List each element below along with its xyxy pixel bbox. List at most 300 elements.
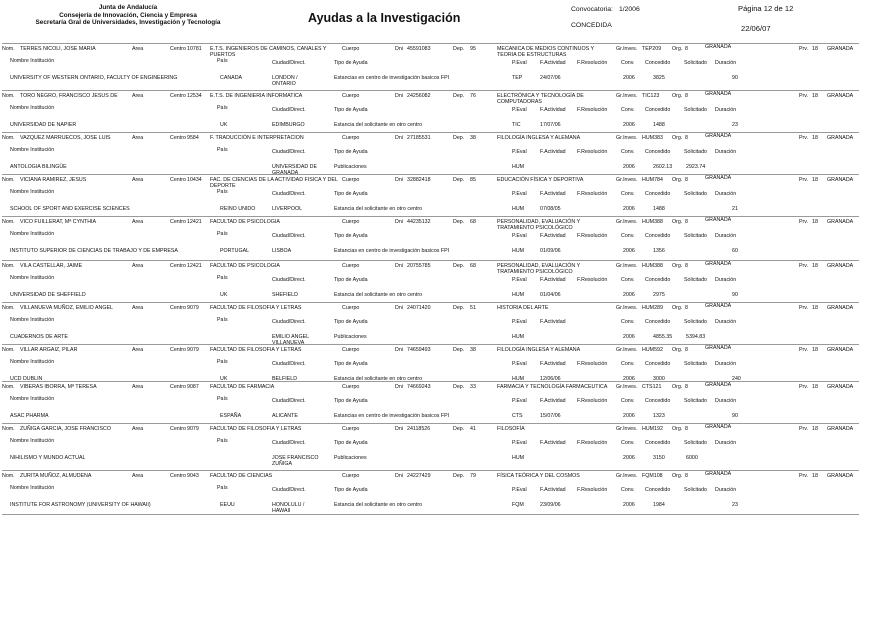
label-conv: Conv.: [621, 277, 635, 283]
label-factividad: F.Actividad: [540, 319, 566, 325]
label-grinves: Gr.Inves.: [616, 384, 638, 390]
centro-name: F. TRADUCCIÓN E INTERPRETACION: [210, 135, 304, 141]
org-value: 8: [685, 177, 688, 183]
conv-value: 2006: [623, 413, 635, 419]
label-pais: País: [217, 317, 228, 323]
centro-code: 12421: [187, 219, 202, 225]
label-dep: Dep.: [453, 426, 465, 432]
concedido-value: 1356: [653, 248, 665, 254]
label-tipo: Tipo de Ayuda: [334, 440, 368, 446]
label-dni: Dni: [395, 263, 403, 269]
conv-value: 2006: [623, 455, 635, 461]
prv-name: GRANADA: [827, 263, 854, 269]
grupo-value: CTS121: [642, 384, 662, 390]
org-line-1: Junta de Andalucía: [98, 4, 158, 11]
prov-name: GRANADA: [705, 175, 732, 181]
label-duracion: Duración: [715, 60, 737, 66]
label-cuerpo: Cuerpo: [342, 305, 360, 311]
label-peval: P.Eval: [512, 149, 527, 155]
label-nom: Nom.: [2, 263, 15, 269]
tipo-ayuda: Estancias en centro de investigación basicos FPI: [334, 413, 450, 419]
factividad-value: 01/09/06: [540, 248, 561, 254]
label-fresol: F.Resolución: [577, 361, 608, 367]
city: JOSE FRANCISCO ZUÑIGA: [272, 455, 319, 468]
dep-value: 95: [470, 46, 476, 52]
label-fresol: F.Resolución: [577, 277, 608, 283]
solicitado-value: 2923.74: [686, 164, 706, 170]
centro-code: 9584: [187, 135, 199, 141]
grupo-value: HUM383: [642, 135, 663, 141]
label-pais: País: [217, 147, 228, 153]
dni-value: 24256082: [407, 93, 431, 99]
label-nombre-inst: Nombre Institución: [10, 275, 55, 281]
centro-name: FACULTAD DE CIENCIAS: [210, 473, 273, 479]
area-name: ELECTRÓNICA Y TECNOLOGÍA DE COMPUTADORAS: [497, 93, 584, 106]
label-cuerpo: Cuerpo: [342, 384, 360, 390]
report-date: 22/06/07: [741, 24, 771, 33]
prov-name: GRANADA: [705, 303, 732, 309]
prv-value: 18: [812, 384, 818, 390]
label-org: Org.: [672, 347, 683, 353]
label-peval: P.Eval: [512, 191, 527, 197]
prv-value: 18: [812, 347, 818, 353]
label-grinves: Gr.Inves.: [616, 263, 638, 269]
label-grinves: Gr.Inves.: [616, 219, 638, 225]
label-grinves: Gr.Inves.: [616, 426, 638, 432]
conv-value: 2006: [623, 376, 635, 382]
institution-name: UNIVERSIDAD DE SHEFFIELD: [10, 292, 86, 298]
area-name: EDUCACIÓN FÍSICA Y DEPORTIVA: [497, 177, 584, 183]
status-label: CONCEDIDA: [571, 22, 612, 29]
record-row: [2, 260, 859, 302]
label-duracion: Duración: [715, 398, 737, 404]
duracion-value: 90: [732, 413, 738, 419]
label-area: Area: [132, 93, 144, 99]
record-row: [2, 174, 859, 216]
country: ESPAÑA: [220, 413, 242, 419]
label-prv: Prv.: [799, 135, 809, 141]
label-concedido: Concedido: [645, 361, 671, 367]
area-name: FARMACIA Y TECNOLOGÍA FARMACEUTICA: [497, 384, 608, 390]
centro-name: E.T.S. INGENIEROS DE CAMINOS, CANALES Y PUERTOS: [210, 46, 327, 59]
label-tipo: Tipo de Ayuda: [334, 487, 368, 493]
label-peval: P.Eval: [512, 398, 527, 404]
city: SHEFIELD: [272, 292, 298, 298]
label-nom: Nom.: [2, 46, 15, 52]
label-factividad: F.Actividad: [540, 398, 566, 404]
applicant-name: VICIANA RAMIREZ, JESUS: [20, 177, 87, 183]
label-duracion: Duración: [715, 191, 737, 197]
label-dni: Dni: [395, 426, 403, 432]
applicant-name: VILLAR ARGAIZ, PILAR: [20, 347, 78, 353]
concedido-value: 1323: [653, 413, 665, 419]
factividad-value: 24/07/06: [540, 75, 561, 81]
dni-value: 27185531: [407, 135, 431, 141]
label-cuerpo: Cuerpo: [342, 426, 360, 432]
grupo-value: HUM388: [642, 219, 663, 225]
tipo-ayuda: Estancia del solicitante en otro centro: [334, 376, 423, 382]
label-factividad: F.Actividad: [540, 277, 566, 283]
label-area: Area: [132, 473, 144, 479]
label-factividad: F.Actividad: [540, 361, 566, 367]
prv-name: GRANADA: [827, 305, 854, 311]
centro-name: E.T.S. DE INGENIERIA INFORMATICA: [210, 93, 303, 99]
label-prv: Prv.: [799, 93, 809, 99]
convocatoria-value: 1/2006: [618, 6, 640, 13]
label-ciudad: Ciudad/Direct.: [272, 107, 306, 113]
duracion-value: 90: [732, 292, 738, 298]
centro-name: FACULTAD DE FILOSOFIA Y LETRAS: [210, 305, 302, 311]
area-name: PERSONALIDAD, EVALUACIÓN Y TRATAMIENTO PSICOLÓGICO: [497, 219, 581, 232]
applicant-name: ZUÑIGA GARCIA, JOSE FRANCISCO: [20, 426, 111, 432]
centro-code: 10781: [187, 46, 202, 52]
label-area: Area: [132, 263, 144, 269]
label-solicitado: Solicitado: [684, 319, 707, 325]
dni-value: 44235132: [407, 219, 431, 225]
label-tipo: Tipo de Ayuda: [334, 361, 368, 367]
org-value: 8: [685, 384, 688, 390]
label-nom: Nom.: [2, 219, 15, 225]
prov-name: GRANADA: [705, 133, 732, 139]
label-nom: Nom.: [2, 135, 15, 141]
label-grinves: Gr.Inves.: [616, 93, 638, 99]
centro-name: FACULTAD DE PSICOLOGIA: [210, 219, 280, 225]
duracion-value: 21: [732, 206, 738, 212]
concedido-value: 3150: [653, 455, 665, 461]
label-duracion: Duración: [715, 319, 737, 325]
label-peval: P.Eval: [512, 60, 527, 66]
label-solicitado: Solicitado: [684, 191, 707, 197]
grupo-value: TIC123: [642, 93, 660, 99]
factividad-value: 17/07/06: [540, 122, 561, 128]
peval-value: HUM: [512, 455, 525, 461]
label-concedido: Concedido: [645, 149, 671, 155]
centro-code: 9079: [187, 305, 199, 311]
label-tipo: Tipo de Ayuda: [334, 149, 368, 155]
label-conv: Conv.: [621, 440, 635, 446]
label-grinves: Gr.Inves.: [616, 135, 638, 141]
tipo-ayuda: Estancia del solicitante en otro centro: [334, 122, 423, 128]
label-fresol: F.Resolución: [577, 233, 608, 239]
prov-name: GRANADA: [705, 471, 732, 477]
prv-value: 18: [812, 219, 818, 225]
label-org: Org.: [672, 177, 683, 183]
label-pais: País: [217, 231, 228, 237]
label-cuerpo: Cuerpo: [342, 46, 360, 52]
label-fresol: F.Resolución: [577, 398, 608, 404]
institution-name: SCHOOL OF SPORT AND EXERCISE SCIENCES: [10, 206, 130, 212]
label-org: Org.: [672, 305, 683, 311]
convocatoria: [571, 6, 646, 13]
concedido-value: 1984: [653, 502, 665, 508]
label-dni: Dni: [395, 219, 403, 225]
label-concedido: Concedido: [645, 191, 671, 197]
label-dep: Dep.: [453, 347, 465, 353]
label-centro: Centro: [170, 347, 186, 353]
label-nombre-inst: Nombre Institución: [10, 189, 55, 195]
org-value: 8: [685, 426, 688, 432]
country: UK: [220, 376, 228, 382]
label-fresol: F.Resolución: [577, 487, 608, 493]
tipo-ayuda: Publicaciones: [334, 334, 367, 340]
label-prv: Prv.: [799, 473, 809, 479]
factividad-value: 01/04/06: [540, 292, 561, 298]
label-fresol: F.Resolución: [577, 107, 608, 113]
label-dni: Dni: [395, 473, 403, 479]
peval-value: HUM: [512, 292, 525, 298]
label-tipo: Tipo de Ayuda: [334, 319, 368, 325]
label-dep: Dep.: [453, 93, 465, 99]
label-area: Area: [132, 384, 144, 390]
applicant-name: VICO FUILLERAT, Mª CYNTHIA: [20, 219, 97, 225]
label-tipo: Tipo de Ayuda: [334, 107, 368, 113]
city: BELFIELD: [272, 376, 298, 382]
label-dep: Dep.: [453, 384, 465, 390]
org-value: 8: [685, 473, 688, 479]
prv-value: 18: [812, 473, 818, 479]
prov-name: GRANADA: [705, 217, 732, 223]
label-prv: Prv.: [799, 177, 809, 183]
centro-name: FACULTAD DE FILOSOFIA Y LETRAS: [210, 426, 302, 432]
record-row: [2, 302, 859, 347]
label-grinves: Gr.Inves.: [616, 46, 638, 52]
label-centro: Centro: [170, 219, 186, 225]
institution-name: ASAC PHARMA: [10, 413, 49, 419]
org-value: 8: [685, 93, 688, 99]
label-prv: Prv.: [799, 263, 809, 269]
label-ciudad: Ciudad/Direct.: [272, 149, 306, 155]
label-nom: Nom.: [2, 426, 15, 432]
label-org: Org.: [672, 384, 683, 390]
org-value: 8: [685, 135, 688, 141]
label-org: Org.: [672, 93, 683, 99]
label-conv: Conv.: [621, 361, 635, 367]
peval-value: TIC: [512, 122, 521, 128]
prv-value: 18: [812, 177, 818, 183]
record-row: [2, 90, 859, 132]
city: LIVERPOOL: [272, 206, 303, 212]
peval-value: TEP: [512, 75, 523, 81]
dep-value: 76: [470, 93, 476, 99]
dni-value: 24118526: [407, 426, 431, 432]
label-solicitado: Solicitado: [684, 60, 707, 66]
label-cuerpo: Cuerpo: [342, 347, 360, 353]
label-concedido: Concedido: [645, 440, 671, 446]
label-ciudad: Ciudad/Direct.: [272, 361, 306, 367]
dep-value: 68: [470, 263, 476, 269]
label-dep: Dep.: [453, 135, 465, 141]
label-duracion: Duración: [715, 107, 737, 113]
label-area: Area: [132, 347, 144, 353]
label-duracion: Duración: [715, 233, 737, 239]
area-name: MECANICA DE MEDIOS CONTINUOS Y TEORIA DE ESTRUCTURAS: [497, 46, 594, 59]
org-value: 8: [685, 219, 688, 225]
label-dni: Dni: [395, 384, 403, 390]
label-nombre-inst: Nombre Institución: [10, 105, 55, 111]
label-conv: Conv.: [621, 398, 635, 404]
label-factividad: F.Actividad: [540, 107, 566, 113]
label-org: Org.: [672, 473, 683, 479]
centro-name: FACULTAD DE FARMACIA: [210, 384, 275, 390]
records-list: [2, 43, 859, 515]
label-peval: P.Eval: [512, 440, 527, 446]
label-nombre-inst: Nombre Institución: [10, 147, 55, 153]
prv-value: 18: [812, 93, 818, 99]
peval-value: HUM: [512, 164, 525, 170]
conv-value: 2006: [623, 334, 635, 340]
record-row: [2, 216, 859, 260]
label-prv: Prv.: [799, 384, 809, 390]
prv-value: 18: [812, 46, 818, 52]
tipo-ayuda: Estancia del solicitante en otro centro: [334, 206, 423, 212]
label-centro: Centro: [170, 177, 186, 183]
label-pais: País: [217, 275, 228, 281]
applicant-name: TORO NEGRO, FRANCISCO JESUS DE: [20, 93, 118, 99]
label-dni: Dni: [395, 135, 403, 141]
label-factividad: F.Actividad: [540, 60, 566, 66]
area-name: FILOLOGÍA INGLESA Y ALEMANA: [497, 135, 581, 141]
grupo-value: FQM108: [642, 473, 663, 479]
prov-name: GRANADA: [705, 424, 732, 430]
label-nombre-inst: Nombre Institución: [10, 359, 55, 365]
label-fresol: F.Resolución: [577, 149, 608, 155]
prv-name: GRANADA: [827, 93, 854, 99]
factividad-value: 12/06/06: [540, 376, 561, 382]
peval-value: HUM: [512, 376, 525, 382]
label-prv: Prv.: [799, 219, 809, 225]
label-conv: Conv.: [621, 487, 635, 493]
label-concedido: Concedido: [645, 487, 671, 493]
applicant-name: VILA CASTELLAR, JAIME: [20, 263, 83, 269]
label-conv: Conv.: [621, 191, 635, 197]
city: EDIMBURGO: [272, 122, 305, 128]
label-centro: Centro: [170, 473, 186, 479]
label-centro: Centro: [170, 305, 186, 311]
factividad-value: 23/09/06: [540, 502, 561, 508]
label-dep: Dep.: [453, 473, 465, 479]
label-cuerpo: Cuerpo: [342, 135, 360, 141]
tipo-ayuda: Estancia del solicitante en otro centro: [334, 292, 423, 298]
label-grinves: Gr.Inves.: [616, 473, 638, 479]
country: CANADA: [220, 75, 243, 81]
prv-name: GRANADA: [827, 177, 854, 183]
label-centro: Centro: [170, 384, 186, 390]
area-name: HISTORIA DEL ARTE: [497, 305, 549, 311]
prv-name: GRANADA: [827, 384, 854, 390]
conv-value: 2006: [623, 502, 635, 508]
grupo-value: TEP209: [642, 46, 662, 52]
label-duracion: Duración: [715, 487, 737, 493]
label-solicitado: Solicitado: [684, 440, 707, 446]
dni-value: 45591083: [407, 46, 431, 52]
institution-name: UCD DUBLIN: [10, 376, 43, 382]
centro-code: 9087: [187, 384, 199, 390]
label-centro: Centro: [170, 426, 186, 432]
dni-value: 32882418: [407, 177, 431, 183]
label-conv: Conv.: [621, 233, 635, 239]
label-nom: Nom.: [2, 93, 15, 99]
label-ciudad: Ciudad/Direct.: [272, 233, 306, 239]
record-row: [2, 132, 859, 177]
city: LISBOA: [272, 248, 292, 254]
centro-code: 9079: [187, 347, 199, 353]
label-prv: Prv.: [799, 347, 809, 353]
conv-value: 2006: [623, 292, 635, 298]
factividad-value: 07/08/05: [540, 206, 561, 212]
label-nombre-inst: Nombre Institución: [10, 58, 55, 64]
centro-code: 10434: [187, 177, 202, 183]
peval-value: HUM: [512, 334, 525, 340]
label-ciudad: Ciudad/Direct.: [272, 60, 306, 66]
label-pais: País: [217, 485, 228, 491]
prv-value: 18: [812, 135, 818, 141]
centro-name: FACULTAD DE PSICOLOGIA: [210, 263, 280, 269]
dep-value: 38: [470, 135, 476, 141]
label-nom: Nom.: [2, 473, 15, 479]
concedido-value: 2975: [653, 292, 665, 298]
label-fresol: F.Resolución: [577, 60, 608, 66]
applicant-name: VIBERAS IBORRA, Mª TERESA: [20, 384, 97, 390]
label-area: Area: [132, 426, 144, 432]
dni-value: 24227429: [407, 473, 431, 479]
area-name: FÍSICA TEÓRICA Y DEL COSMOS: [497, 473, 580, 479]
label-cuerpo: Cuerpo: [342, 219, 360, 225]
concedido-value: 4855.35: [653, 334, 673, 340]
label-dni: Dni: [395, 347, 403, 353]
label-nombre-inst: Nombre Institución: [10, 485, 55, 491]
label-dep: Dep.: [453, 46, 465, 52]
org-line-3: Secretaría Gral de Universidades, Investigación y Tecnología: [35, 19, 221, 27]
label-fresol: F.Resolución: [577, 191, 608, 197]
dep-value: 41: [470, 426, 476, 432]
peval-value: FQM: [512, 502, 524, 508]
label-concedido: Concedido: [645, 398, 671, 404]
label-duracion: Duración: [715, 440, 737, 446]
peval-value: CTS: [512, 413, 523, 419]
city: LONDON / ONTARIO: [272, 75, 298, 88]
label-solicitado: Solicitado: [684, 398, 707, 404]
label-cuerpo: Cuerpo: [342, 177, 360, 183]
org-value: 8: [685, 263, 688, 269]
label-org: Org.: [672, 263, 683, 269]
org-value: 8: [685, 347, 688, 353]
area-name: PERSONALIDAD, EVALUACIÓN Y TRATAMIENTO PSICOLÓGICO: [497, 263, 581, 276]
area-name: FILOLOGÍA INGLESA Y ALEMANA: [497, 347, 581, 353]
centro-code: 12534: [187, 93, 202, 99]
label-area: Area: [132, 177, 144, 183]
peval-value: HUM: [512, 248, 525, 254]
label-dni: Dni: [395, 46, 403, 52]
label-concedido: Concedido: [645, 60, 671, 66]
duracion-value: 60: [732, 248, 738, 254]
dep-value: 33: [470, 384, 476, 390]
label-pais: País: [217, 105, 228, 111]
prv-value: 18: [812, 426, 818, 432]
prv-name: GRANADA: [827, 219, 854, 225]
org-line-2: Consejería de Innovación, Ciencia y Empresa: [59, 11, 197, 19]
concedido-value: 1488: [653, 206, 665, 212]
tipo-ayuda: Publicaciones: [334, 455, 367, 461]
label-nom: Nom.: [2, 384, 15, 390]
dep-value: 68: [470, 219, 476, 225]
label-dep: Dep.: [453, 177, 465, 183]
city: HONOLULU / HAWAII: [272, 502, 305, 515]
label-nombre-inst: Nombre Institución: [10, 231, 55, 237]
label-dni: Dni: [395, 93, 403, 99]
label-pais: País: [217, 359, 228, 365]
country: EEUU: [220, 502, 235, 508]
label-factividad: F.Actividad: [540, 233, 566, 239]
